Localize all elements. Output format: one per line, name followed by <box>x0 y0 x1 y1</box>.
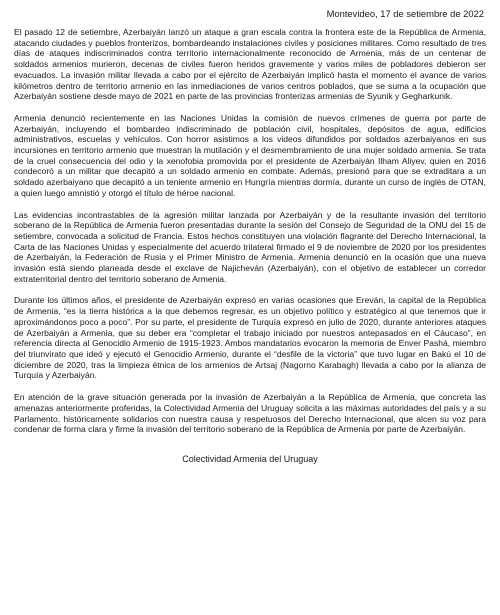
document-date: Montevideo, 17 de setiembre de 2022 <box>326 8 484 19</box>
paragraph-attack: El pasado 12 de setiembre, Azerbaiyán lanzó un ataque a gran escala contra la frontera este de la República de Armenia, atacando ciudades y pueblos fronterizos, bombardeando instalaciones civiles y posiciones militares. Como resultado de tres días de ataques indiscriminados contra territorio internacionalmente reconocido de Armenia, más de un centenar de soldados armenios murieron, decenas de civiles fueron heridos gravemente y varios miles de pobladores debieron ser evacuados. La invasión militar llevada a cabo por el ejército de Azerbaiyán implicó hasta el momento el avance de varios kilómetros dentro de territorio armenio en las inmediaciones de varios centros poblados, que se suma a la ocupación que Azerbaiyán sostiene desde mayo de 2021 en parte de las provincias fronterizas armenias de Syunik y Gegharkunik. <box>14 27 486 102</box>
paragraph-request: En atención de la grave situación generada por la invasión de Azerbaiyán a la República de Armenia, que concreta las amenazas anteriormente proferidas, la Colectividad Armenia del Uruguay solicita a las máximas autoridades del país y a su Parlamento, históricamente solidarios con nuestra causa y respetuosos del Derecho Internacional, que alcen su voz para condenar de forma clara y firme la invasión del territorio soberano de la República de Armenia por parte de Azerbaiyán. <box>14 392 486 435</box>
paragraph-statements: Durante los últimos años, el presidente de Azerbaiyán expresó en varias ocasiones que Ereván, la capital de la República de Armenia, “es la tierra histórica a la que debemos regresar, es un objetivo político y estratégico al que tenemos que ir aproximándonos poco a poco”. Por su parte, el presidente de Turquía expresó en julio de 2020, durante anteriores ataques de Azerbaiyán a Armenia, que su deber era “completar el trabajo iniciado por nuestros antepasados en el Cáucaso”, en referencia directa al Genocidio Armenio de 1915-1923. Ambos mandatarios evocaron la memoria de Enver Pashá, miembro del triunvirato que ideó y ejecutó el Genocidio Armenio, durante el “desfile de la victoria” que tuvo lugar en Bakú el 10 de diciembre de 2020, tras la limpieza étnica de los armenios de Artsaj (Nagorno Karabagh) llevada a cabo por la alianza de Turquía y Azerbaiyán. <box>14 295 486 381</box>
signature: Colectividad Armenia del Uruguay <box>182 453 318 464</box>
paragraph-war-crimes: Armenia denunció recientemente en las Naciones Unidas la comisión de nuevos crímenes de guerra por parte de Azerbaiyán, incluyendo el bombardeo indiscriminado de población civil, hospitales, depósitos de agua, edificios administrativos, escuelas y vehículos. Con horror asistimos a los videos difundidos por soldados azerbaiyanos en sus incursiones en territorio armenio que muestran la mutilación y el desmembramiento de una mujer soldado armenia. Se trata de la cruel consecuencia del odio y la xenofobia promovida por el presidente de Azerbaiyán Ilham Aliyev, quien en 2016 condecoró a un militar que decapitó a un soldado armenio en combate. Además, presionó para que se extraditara a un soldado azerbaiyano que decapitó a un teniente armenio en Hungría mientras dormía, durante un curso de inglés de OTAN, a quien luego amnistió y otorgó el título de héroe nacional. <box>14 112 486 198</box>
paragraph-un-evidence: Las evidencias incontrastables de la agresión militar lanzada por Azerbaiyán y de la resultante invasión del territorio soberano de la República de Armenia fueron presentadas durante la sesión del Consejo de Seguridad de la ONU del 15 de setiembre, convocada a solicitud de Francia. Estos hechos constituyen una violación flagrante del Derecho Internacional, la Carta de las Naciones Unidas y especialmente del acuerdo trilateral firmado el 9 de noviembre de 2020 por los presidentes de Azerbaiyán, la Federación de Rusia y el Primer Ministro de Armenia. Armenia denunció en la ocasión que una nueva invasión está siendo planeada desde el exclave de Najicheván (Azerbaiyán), con el objetivo de establecer un corredor extraterritorial dentro del territorio soberano de Armenia. <box>14 209 486 284</box>
